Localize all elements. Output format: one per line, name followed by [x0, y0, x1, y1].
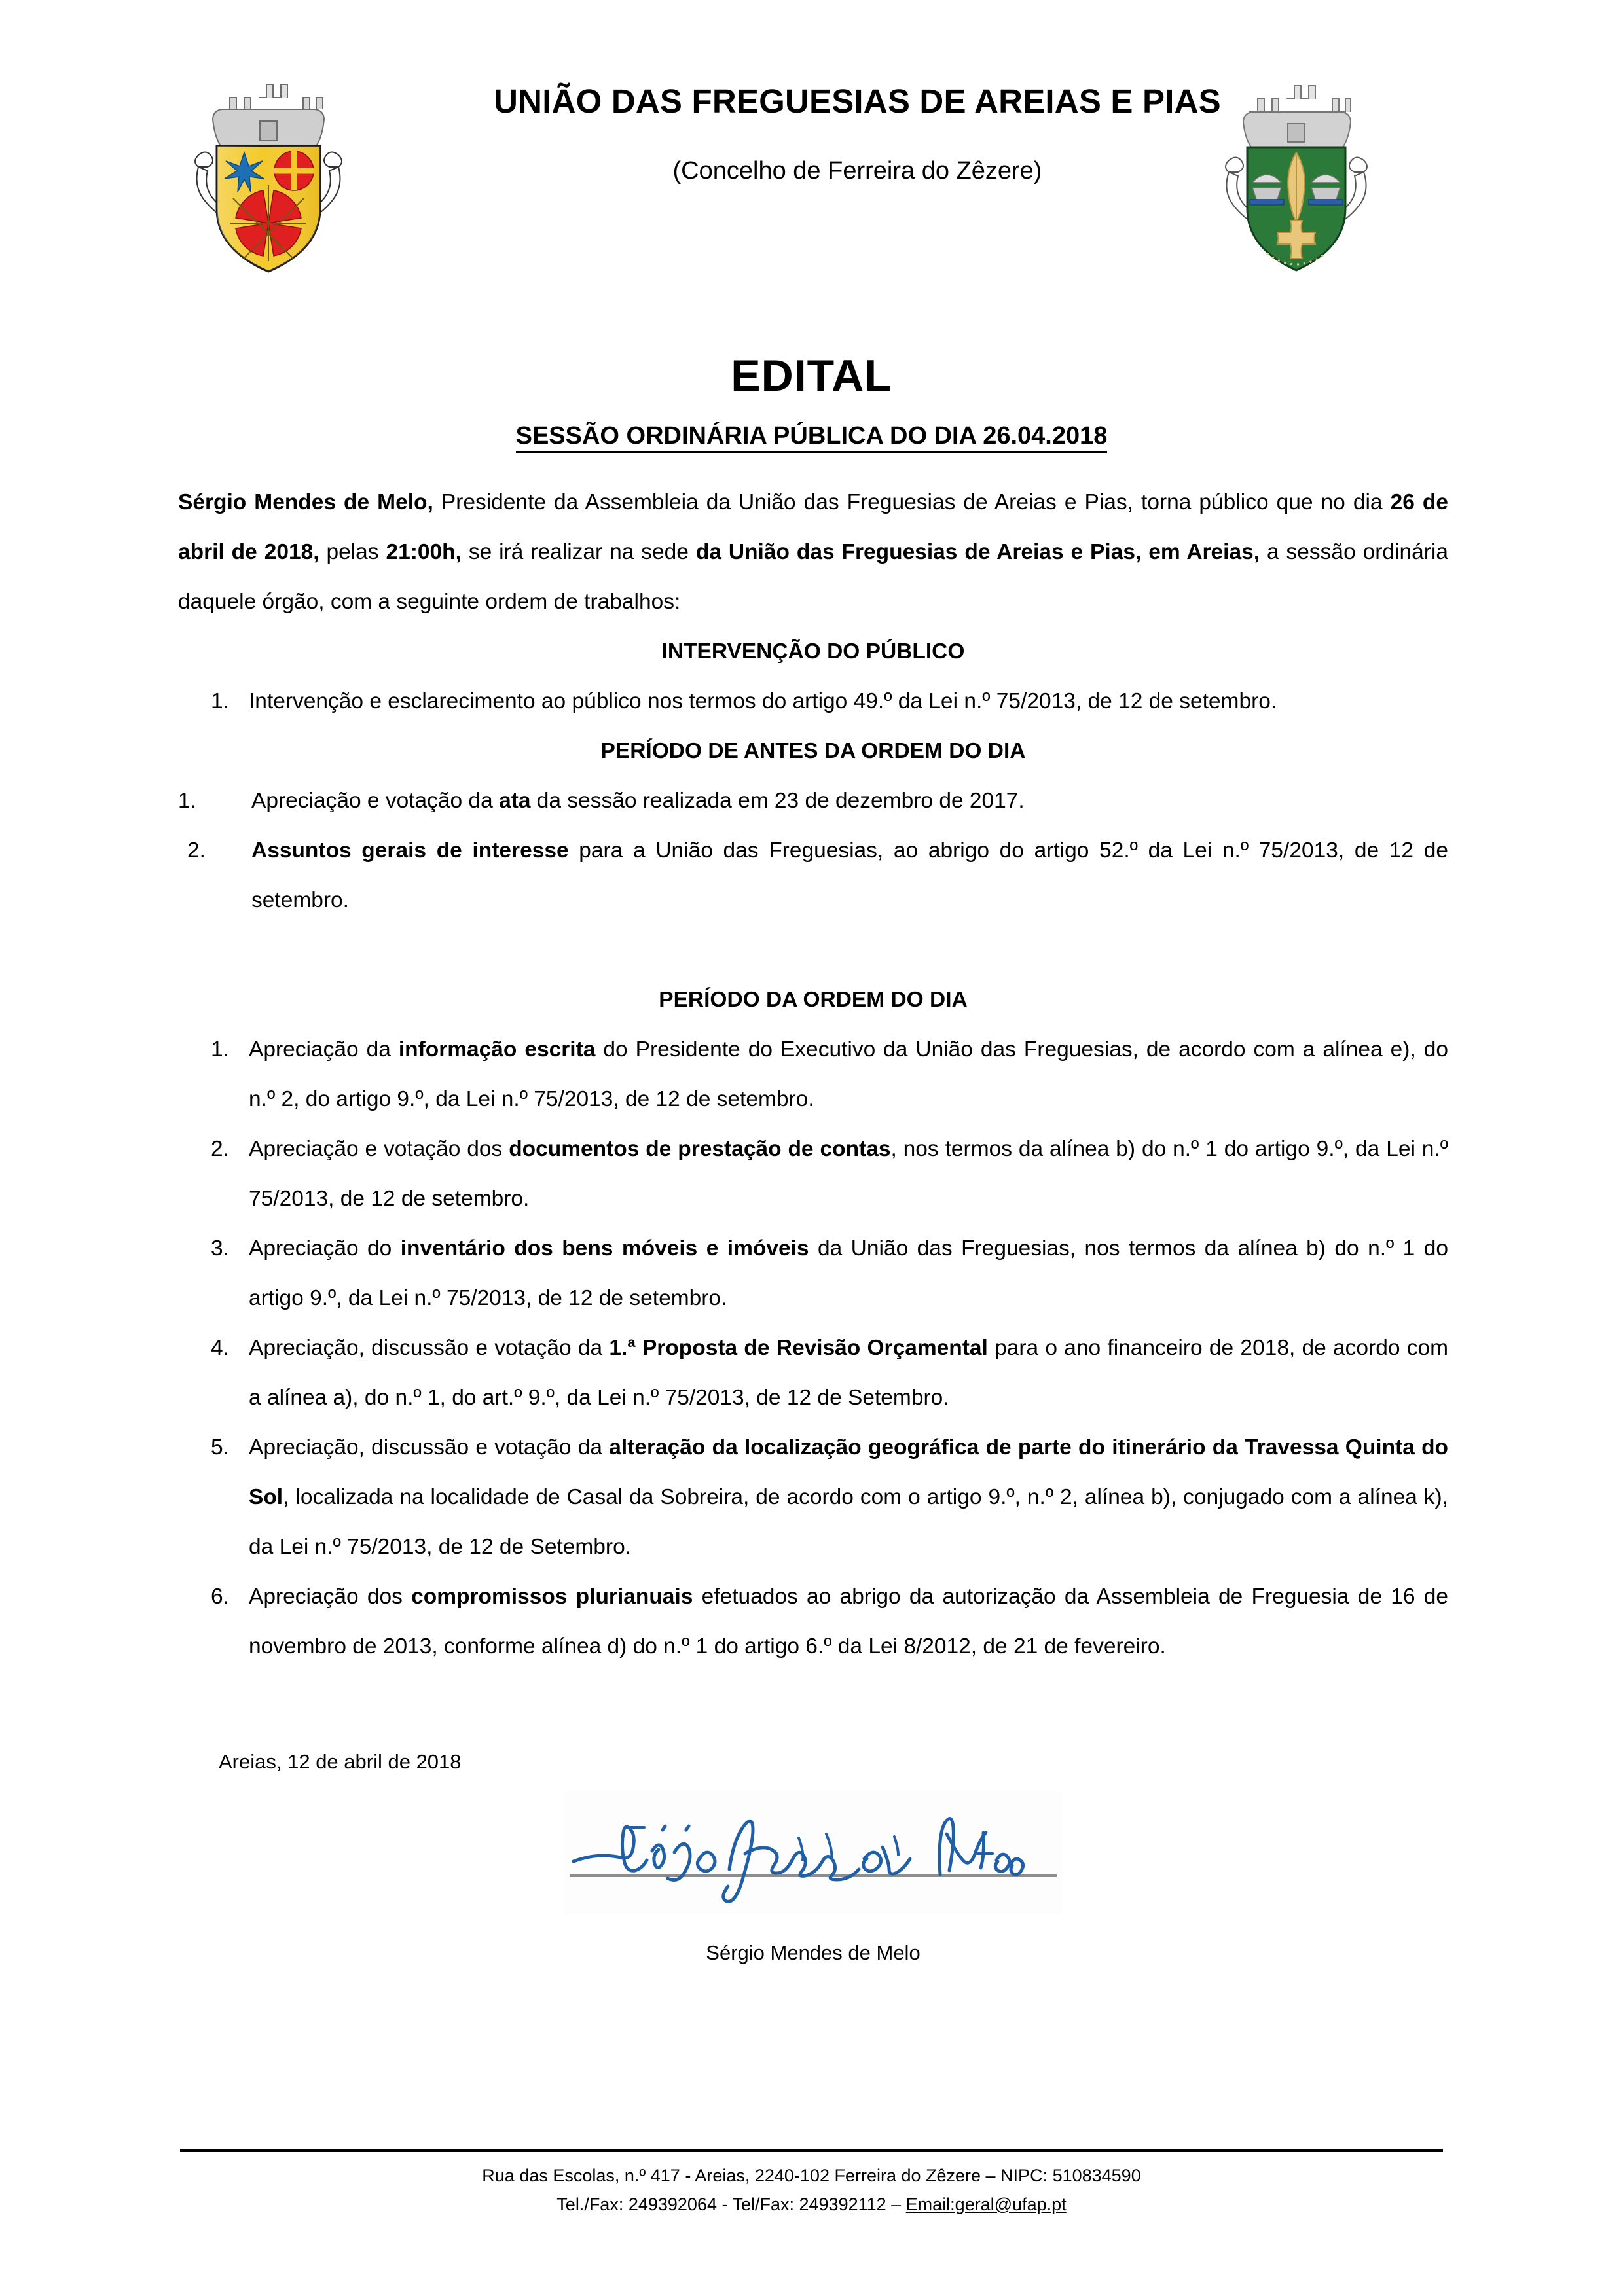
list-item-number: 5.	[211, 1435, 229, 1460]
list-item-number: 1.	[178, 789, 196, 813]
list-item-text-post: efetuados ao abrigo da autorização da Assembleia de Freguesia de 16 de novembro de 2013, conforme alínea d) do n.º 1 do artigo 6.º da Lei 8/2012, de 21 de fevereiro.	[249, 1585, 1448, 1659]
list-item	[178, 677, 1448, 726]
list-item	[178, 1025, 1448, 1124]
public-intervention-list	[178, 677, 1448, 726]
section-heading-order-of-the-day: PERÍODO DA ORDEM DO DIA	[659, 988, 968, 1012]
document-header	[0, 69, 1623, 344]
footer-phone-text: Tel./Fax: 249392064 - Tel/Fax: 249392112 –	[556, 2195, 906, 2214]
place-and-date: Areias, 12 de abril de 2018	[219, 1750, 462, 1773]
list-item-text-pre: Apreciação da	[249, 1037, 399, 1062]
header-titles	[367, 69, 1348, 185]
list-item-number: 6.	[211, 1585, 229, 1609]
list-item-text-pre: Apreciação, discussão e votação da	[249, 1435, 610, 1460]
list-item-text-bold: ata	[499, 789, 531, 813]
section-heading-public-intervention: INTERVENÇÃO DO PÚBLICO	[661, 639, 965, 664]
list-item	[178, 776, 1448, 826]
list-item-text-a: Apreciação e votação da	[251, 789, 500, 813]
list-item-text-c: da sessão realizada em 23 de dezembro de 2017.	[530, 789, 1025, 813]
list-item-text-bold: inventário dos bens móveis e imóveis	[400, 1236, 809, 1261]
list-item-number: 4.	[211, 1336, 229, 1360]
list-item-number: 3.	[211, 1236, 229, 1261]
organization-subtitle: (Concelho de Ferreira do Zêzere)	[672, 157, 1042, 185]
list-item-text-bold: informação escrita	[398, 1037, 596, 1062]
before-order-list	[178, 776, 1448, 925]
organization-title: UNIÃO DAS FREGUESIAS DE AREIAS E PIAS	[494, 82, 1221, 120]
signature-image	[564, 1791, 1062, 1914]
document-body	[175, 478, 1448, 1978]
list-item-text-pre: Apreciação do	[249, 1236, 401, 1261]
document-subtitle-text: SESSÃO ORDINÁRIA PÚBLICA DO DIA 26.04.2018	[516, 422, 1108, 453]
list-item-number: 1.	[211, 1037, 229, 1062]
list-item-text-pre: Apreciação dos	[249, 1585, 412, 1609]
list-item-number: 1.	[211, 689, 229, 713]
signer-name: Sérgio Mendes de Melo	[706, 1941, 921, 1964]
session-venue: da União das Freguesias de Areias e Pias, em Areias,	[695, 540, 1260, 564]
signature-block	[178, 1737, 1448, 1978]
list-item-text-pre: Apreciação e votação dos	[249, 1137, 509, 1161]
list-item-text-bold: alteração da localização geográfica de parte do itinerário da Travessa Quinta do Sol	[249, 1435, 1449, 1509]
footer-contacts	[180, 2190, 1443, 2219]
list-item-number: 2.	[187, 838, 206, 863]
page-title: EDITAL	[731, 351, 892, 401]
list-item-text: Intervenção e esclarecimento ao público nos termos do artigo 49.º da Lei n.º 75/2013, de 12 de setembro.	[249, 689, 1277, 713]
intro-part-1: Presidente da Assembleia da União das Freguesias de Areias e Pias, torna público que no dia	[433, 490, 1391, 514]
list-item	[178, 1224, 1448, 1323]
list-item	[178, 1572, 1448, 1672]
list-item	[178, 1323, 1448, 1423]
list-item-text-post: para o ano financeiro de 2018, de acordo com a alínea a), do n.º 1, do art.º 9.º, da Lei n.º 75/2013, de 12 de Setembro.	[249, 1336, 1449, 1410]
list-item-text-bold: compromissos plurianuais	[411, 1585, 693, 1609]
list-item	[178, 1423, 1448, 1572]
list-item	[178, 826, 1448, 925]
handwritten-signature-icon	[564, 1791, 1062, 1914]
intro-part-2: pelas	[319, 540, 386, 564]
list-item-text-c: para a União das Freguesias, ao abrigo do artigo 52.º da Lei n.º 75/2013, de 12 de setembro.	[251, 838, 1448, 912]
session-time: 21:00h,	[386, 540, 462, 564]
session-date: 26 de abril de 2018,	[178, 490, 1449, 564]
list-item-text-post: do Presidente do Executivo da União das Freguesias, de acordo com a alínea e), do n.º 2, do artigo 9.º, da Lei n.º 75/2013, de 12 de setembro.	[249, 1037, 1448, 1111]
list-item-text-post: , nos termos da alínea b) do n.º 1 do artigo 9.º, da Lei n.º 75/2013, de 12 de setembro.	[249, 1137, 1448, 1211]
list-item-text-bold: Assuntos gerais de interesse	[251, 838, 569, 863]
intro-part-4: a sessão ordinária daquele órgão, com a seguinte ordem de trabalhos:	[178, 540, 1448, 614]
list-item	[178, 1124, 1448, 1224]
list-item-text-bold: documentos de prestação de contas	[509, 1137, 891, 1161]
footer-address: Rua das Escolas, n.º 417 - Areias, 2240-102 Ferreira do Zêzere – NIPC: 510834590	[482, 2166, 1141, 2185]
president-name: Sérgio Mendes de Melo,	[178, 490, 433, 514]
document-subtitle	[0, 422, 1623, 450]
list-item-text-post: da União das Freguesias, nos termos da alínea b) do n.º 1 do artigo 9.º, da Lei n.º 75/2013, de 12 de setembro.	[249, 1236, 1448, 1310]
list-item-text-bold: 1.ª Proposta de Revisão Orçamental	[609, 1336, 988, 1360]
section-heading-before-order: PERÍODO DE ANTES DA ORDEM DO DIA	[600, 739, 1026, 763]
footer-divider	[180, 2149, 1443, 2152]
order-of-the-day-list	[178, 1025, 1448, 1672]
list-item-text-pre: Apreciação, discussão e votação da	[249, 1336, 610, 1360]
intro-paragraph	[178, 478, 1448, 627]
email-link[interactable]: Email:geral@ufap.pt	[905, 2195, 1067, 2214]
page-footer	[180, 2149, 1443, 2219]
list-item-number: 2.	[211, 1137, 229, 1161]
list-item-text-post: , localizada na localidade de Casal da Sobreira, de acordo com o artigo 9.º, n.º 2, alínea b), conjugado com a alínea k), da Lei n.º 75/2013, de 12 de Setembro.	[249, 1485, 1448, 1559]
intro-part-3: se irá realizar na sede	[461, 540, 696, 564]
coat-of-arms-areias-icon	[187, 69, 350, 291]
